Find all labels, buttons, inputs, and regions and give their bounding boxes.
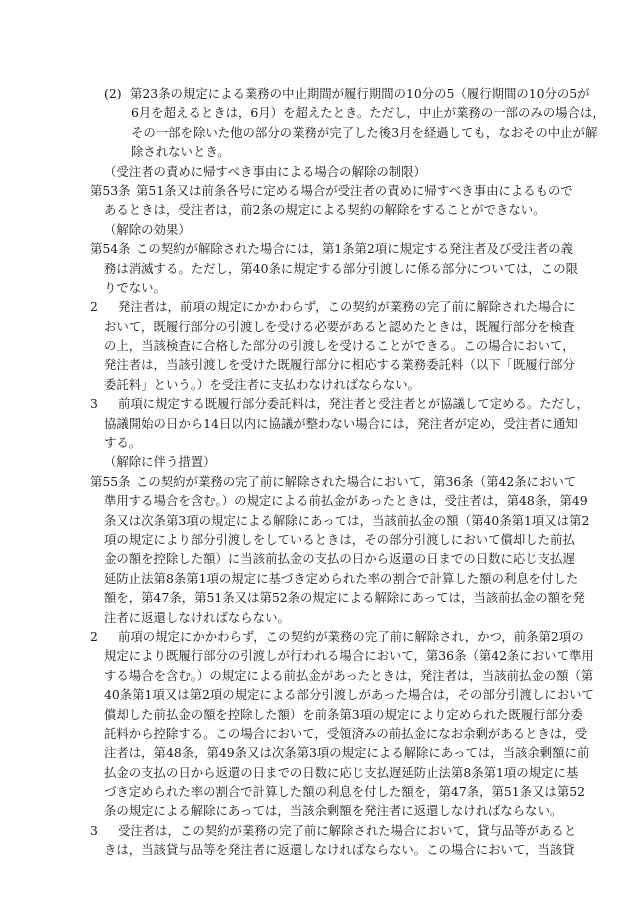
article-55-para-3-line-1 — [90, 821, 577, 840]
article-54-para-2-line-1 — [90, 297, 576, 316]
article-text: 第51条又は前条各号に定める場合が受注者の責めに帰すべき事由によるもので — [136, 182, 573, 198]
article-55-line-5: 金の額を控除した額）に当該前払金の支払の日から返還の日までの日数に応じ支払遅 — [104, 551, 575, 567]
article-55-line-4: 項の規定により部分引渡しをしているときは，その部分引渡しにおいて償却した前払 — [104, 531, 575, 547]
article-number: 第53条 — [90, 182, 131, 198]
paragraph-number: 3 — [90, 822, 98, 838]
paragraph-text: 受注者は，この契約が業務の完了前に解除された場合において，貸与品等があると — [118, 822, 577, 838]
paragraph-text: 前項に規定する既履行部分委託料は，発注者と受注者とが協議して定める。ただし， — [118, 396, 589, 412]
article-54-para-2-line-4: 発注者は，当該引渡しを受けた既履行部分に相応する業務委託料（以下「既履行部分 — [104, 357, 575, 373]
article-54-line-2: 務は消滅する。ただし，第40条に規定する部分引渡しに係る部分については，この限 — [104, 260, 578, 276]
article-number: 第54条 — [90, 241, 131, 257]
article-54-heading: （解除の効果） — [104, 221, 191, 237]
article-55-line-2: 準用する場合を含む。）の規定による前払金があったときは，受注者は，第48条，第49 — [104, 493, 588, 509]
paragraph-number: 2 — [90, 628, 98, 644]
item-2-line-2: 6月を超えるときは，6月）を超えたとき。ただし，中止が業務の一部のみの場合は， — [131, 105, 605, 121]
article-55-para-2-line-4: 40条第1項又は第2項の規定による部分引渡しがあった場合は，その部分引渡しにおいて — [104, 687, 594, 703]
article-55-heading: （解除に伴う措置） — [104, 454, 216, 470]
article-text: この契約が解除された場合には，第1条第2項に規定する発注者及び受注者の義 — [136, 241, 574, 257]
paragraph-number: 2 — [90, 299, 98, 315]
article-55-para-3-line-2: きは，当該貸与品等を発注者に返還しなければならない。この場合において，当該貸 — [104, 842, 575, 858]
article-55-line-1 — [90, 472, 577, 491]
article-55-para-2-line-8: 払金の支払の日から返還の日までの日数に応じ支払遅延防止法第8条第1項の規定に基 — [104, 764, 579, 780]
article-55-line-7: 額を，第47条，第51条又は第52条の規定による解除にあっては，当該前払金の額を発 — [104, 590, 585, 606]
article-54-para-3-line-2: 協議開始の日から14日以内に協議が整わない場合には，発注者が定め，受注者に通知 — [104, 415, 578, 431]
article-54-para-2-line-5: 委託料」という。）を受注者に支払わなければならない。 — [104, 376, 420, 392]
article-55-para-2-line-3: する場合を含む。）の規定による前払金があったときは，発注者は，当該前払金の額（第 — [104, 667, 594, 683]
article-55-para-2-line-7: 注者は，第48条，第49条又は次条第3項の規定による解除にあっては，当該余剰額に前 — [104, 745, 590, 761]
article-55-para-2-line-9: づき定められた率の割合で計算した額の利息を付した額を，第47条，第51条又は第52 — [104, 784, 585, 800]
article-55-para-2-line-10: 条の規定による解除にあっては，当該余剰額を発注者に返還しなければならない。 — [104, 803, 563, 819]
item-2-line-1 — [90, 84, 590, 103]
article-53-heading: （受注者の責めに帰すべき事由による場合の解除の制限） — [104, 163, 426, 179]
article-55-para-2-line-5: 償却した前払金の額を控除した額）を前条第3項の規定により定められた既履行部分委 — [104, 706, 583, 722]
article-54-para-2-line-3: の上，当該検査に合格した部分の引渡しを受けることができる。この場合において， — [104, 338, 575, 354]
paragraph-number: 3 — [90, 396, 98, 412]
article-55-line-3: 条又は次条第3項の規定による解除にあっては，当該前払金の額（第40条第1項又は第2 — [104, 512, 590, 528]
article-54-line-1 — [90, 239, 574, 258]
article-55-line-8: 注者に返還しなければならない。 — [104, 609, 290, 625]
item-2-line-3: その一部を除いた他の部分の業務が完了した後3月を経過しても，なおその中止が解 — [131, 124, 598, 140]
article-55-line-6: 延防止法第8条第1項の規定に基づき定められた率の割合で計算した額の利息を付した — [104, 570, 579, 586]
article-55-para-2-line-2: 規定により既履行部分の引渡しが行われる場合において，第36条（第42条において準用 — [104, 648, 594, 664]
item-2-line-4: 除されないとき。 — [131, 144, 230, 160]
paragraph-text: 発注者は，前項の規定にかかわらず，この契約が業務の完了前に解除された場合に — [118, 299, 576, 315]
paragraph-text: 前項の規定にかかわらず，この契約が業務の完了前に解除され，かつ，前条第2項の — [118, 628, 584, 644]
article-55-para-2-line-6: 託料から控除する。この場合において，受領済みの前払金になお余剰があるときは，受 — [104, 725, 587, 741]
article-number: 第55条 — [90, 473, 131, 489]
article-55-para-2-line-1 — [90, 627, 584, 646]
article-54-para-2-line-2: おいて，既履行部分の引渡しを受ける必要があると認めたときは，既履行部分を検査 — [104, 318, 575, 334]
article-54-para-3-line-1 — [90, 394, 589, 413]
item-number: (2) — [104, 86, 122, 101]
document-body — [90, 84, 605, 860]
article-54-para-3-line-3: する。 — [104, 435, 142, 451]
article-53-line-2: あるときは，受注者は，前2条の規定による契約の解除をすることができない。 — [104, 202, 546, 218]
article-54-line-3: りでない。 — [104, 279, 166, 295]
item-text: 第23条の規定による業務の中止期間が履行期間の10分の5（履行期間の10分の5が — [130, 86, 590, 101]
article-text: この契約が業務の完了前に解除された場合において，第36条（第42条において — [136, 473, 577, 489]
article-53-line-1 — [90, 181, 573, 200]
